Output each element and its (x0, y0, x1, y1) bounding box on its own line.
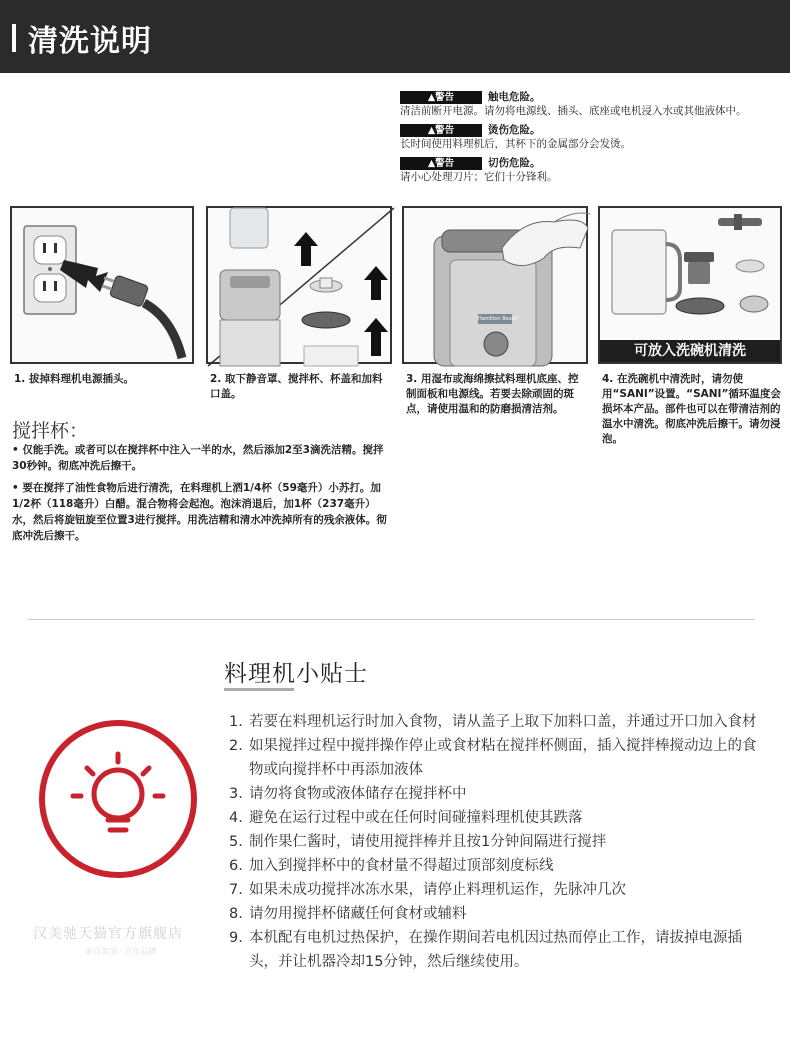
jar-instructions (12, 442, 392, 550)
step-number: 3. (406, 373, 418, 385)
warning-badge: ▲警告 (400, 157, 482, 170)
tip-text: 制作果仁酱时，请使用搅拌棒并且按1分钟间隔进行搅拌 (249, 834, 607, 850)
step-number: 1. (14, 373, 26, 385)
store-watermark: 汉美驰天猫官方旗舰店 (33, 926, 183, 942)
step-text: 用湿布或海绵擦拭料理机底座、控制面板和电源线。若要去除顽固的斑点，请使用温和的防磨损清洁剂。 (406, 373, 579, 415)
step2-illustration (206, 206, 392, 364)
warning-heading: 烫伤危险。 (488, 124, 541, 136)
warnings-block (400, 90, 785, 189)
tip-text: 如果未成功搅拌冰冻水果，请停止料理机运作，先脉冲几次 (249, 882, 626, 898)
tip-number: 5. (229, 834, 243, 850)
step-number: 4. (602, 373, 614, 385)
step2-caption (210, 372, 392, 402)
tip-text: 如果搅拌过程中搅拌操作停止或食材粘在搅拌杯侧面，插入搅拌棒搅动边上的食物或向搅拌杯中再添加液体 (249, 738, 757, 778)
warning-text: 请小心处理刀片；它们十分锋利。 (400, 171, 558, 183)
tip-number: 6. (229, 858, 243, 874)
warning-row (400, 123, 785, 137)
dishwasher-safe-label: 可放入洗碗机清洗 (600, 340, 780, 362)
step3-caption (406, 372, 588, 417)
step-number: 2. (210, 373, 222, 385)
tip-number: 1. (229, 714, 243, 730)
step4-illustration (598, 206, 782, 364)
tip-item (229, 902, 759, 926)
tips-title-underline (224, 688, 294, 691)
jar-section-title: 搅拌杯： (12, 420, 89, 442)
page-header (0, 0, 790, 73)
step1-caption (14, 372, 194, 387)
outlet-plug-icon (12, 208, 196, 366)
warning-badge: ▲警告 (400, 91, 482, 104)
tip-number: 8. (229, 906, 243, 922)
lightbulb-icon (37, 718, 199, 880)
tip-item (229, 734, 759, 782)
step-text: 取下静音罩、搅拌杯、杯盖和加料口盖。 (210, 373, 383, 400)
warning-text: 长时间使用料理机后，其杯下的金属部分会发烫。 (400, 138, 631, 150)
tip-text: 加入到搅拌杯中的食材量不得超过顶部刻度标线 (249, 858, 554, 874)
step-text: 在洗碗机中清洗时，请勿使用“SANI”设置。“SANI”循环温度会损坏本产品。部件也可以在带清洁剂的温水中清洗。彻底冲洗后擦干。请勿浸泡。 (602, 373, 781, 445)
tip-number: 3. (229, 786, 243, 802)
blender-parts-icon (208, 208, 394, 366)
brand-mark: Hamilton Beach (478, 316, 518, 322)
warning-row (400, 90, 785, 104)
step3-illustration (402, 206, 588, 364)
tip-item (229, 926, 759, 974)
tips-list (229, 710, 759, 974)
list-item: • 要在搅拌了油性食物后进行清洗，在料理机上洒1/4杯（59毫升）小苏打。加1/2杯（118毫升）白醋。混合物将会起泡。泡沫消退后，加1杯（237毫升）水，然后将旋钮旋至位置3进行搅拌。用洗洁精和清水冲洗掉所有的残余液体。彻底冲洗后擦干。 (12, 482, 387, 542)
warning-text: 清洁前断开电源。请勿将电源线、插头、底座或电机浸入水或其他液体中。 (400, 105, 747, 117)
page-title: 清洗说明 (28, 24, 152, 59)
tip-number: 7. (229, 882, 243, 898)
tip-text: 请勿用搅拌杯储藏任何食材或辅料 (249, 906, 467, 922)
warning-row (400, 156, 785, 170)
step1-illustration (10, 206, 194, 364)
header-accent-bar (12, 24, 16, 52)
tip-item (229, 806, 759, 830)
warning-badge: ▲警告 (400, 124, 482, 137)
warning-heading: 触电危险。 (488, 91, 541, 103)
tip-text: 避免在运行过程中或在任何时间碰撞料理机使其跌落 (249, 810, 583, 826)
tip-item (229, 830, 759, 854)
store-watermark-subtitle: 来自美国 · 百年品牌 (85, 947, 157, 956)
tip-number: 9. (229, 930, 243, 946)
tip-item (229, 710, 759, 734)
step-text: 拔掉料理机电源插头。 (28, 373, 134, 385)
tip-item (229, 854, 759, 878)
tips-title: 料理机小贴士 (224, 661, 368, 687)
tip-text: 本机配有电机过热保护，在操作期间若电机因过热而停止工作，请拔掉电源插头，并让机器冷却15分钟，然后继续使用。 (249, 930, 742, 970)
tip-number: 2. (229, 738, 243, 754)
list-item: • 仅能手洗。或者可以在搅拌杯中注入一半的水，然后添加2至3滴洗洁精。搅拌30秒钟。彻底冲洗后擦干。 (12, 444, 384, 472)
tip-item (229, 878, 759, 902)
tip-item (229, 782, 759, 806)
tip-number: 4. (229, 810, 243, 826)
wipe-base-icon (404, 208, 590, 366)
step4-caption (602, 372, 784, 447)
section-divider (28, 619, 755, 620)
warning-heading: 切伤危险。 (488, 157, 541, 169)
tip-text: 若要在料理机运行时加入食物，请从盖子上取下加料口盖，并通过开口加入食材 (249, 714, 757, 730)
tip-text: 请勿将食物或液体储存在搅拌杯中 (249, 786, 467, 802)
